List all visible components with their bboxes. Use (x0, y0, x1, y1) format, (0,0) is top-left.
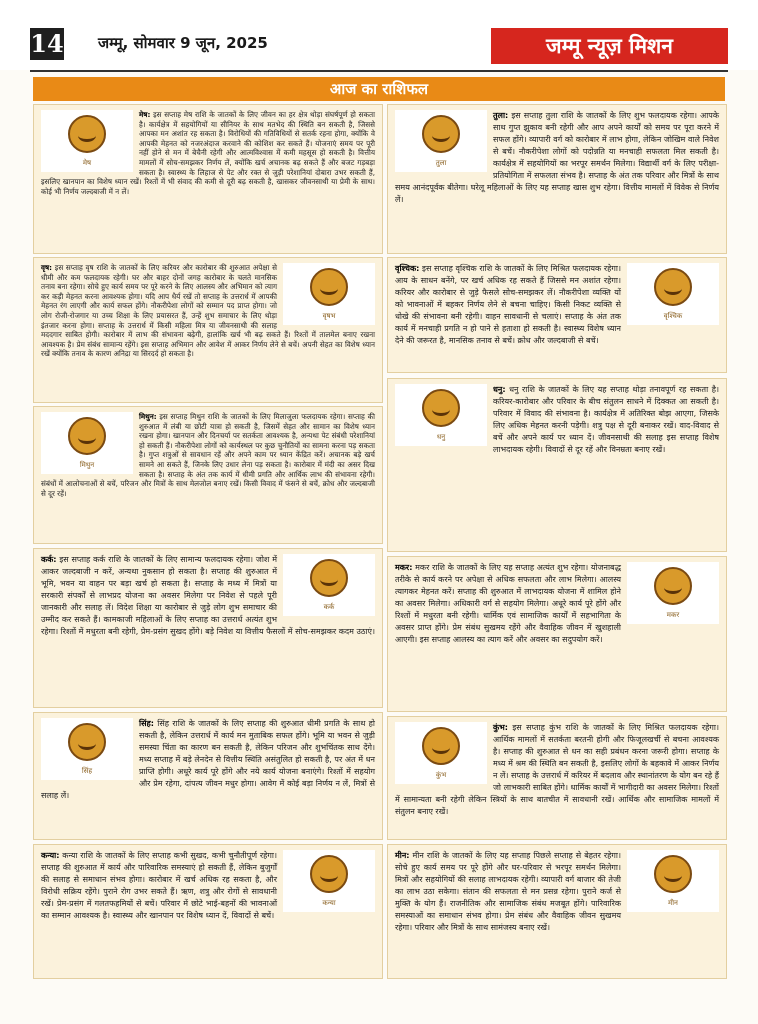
sign-name: तुला: (493, 111, 509, 120)
horoscope-makar (387, 556, 727, 712)
header-rule (30, 70, 728, 72)
sign-name: मकर: (395, 563, 413, 572)
sign-name: धनु: (493, 385, 506, 394)
sign-text: इस सप्ताह मिथुन राशि के जातकों के लिए मिलाजुला फलदायक रहेगा। सप्ताह की शुरुआत में लंबी या छोटी यात्रा हो सकती है, जिसमें सेहत और सामान का विशेष ध्यान रखना होगा। खानपान और दिनचर्या पर सतर्कता आवश्यक है, अन्यथा पेट संबंधी परेशानियां हो सकती हैं। नौकरीपेशा लोगों को कार्यस्थल पर कुछ चुनौतियों का सामना करना पड़ सकता है। गुप्त शत्रुओं से सावधान रहें और अपने काम पर ध्यान केंद्रित करें। अचानक बड़े खर्च सामने आ सकते हैं, जिनके लिए उधार लेना पड़ सकता है। कारोबार में मंदी का असर दिख सकता है। सप्ताह के अंत तक कार्य में धीमी प्रगति और आर्थिक लाभ की संभावना रहेगी। संबंधों में आलोचनाओं से बचें, परिजन और मित्रों के साथ मेलजोल बनाए रखें। किसी विवाद में फंसने से बचें, क्रोध और जल्दबाजी से दूर रहें। (41, 412, 375, 498)
sign-name: कन्या: (41, 851, 60, 860)
sign-text: सिंह राशि के जातकों के लिए सप्ताह की शुरुआत धीमी प्रगति के साथ हो सकती है, लेकिन उत्तरार्ध में कार्य मन मुताबिक सफल होंगे। भूमि या भवन से जुड़ी समस्या चिंता का कारण बन सकती है, लेकिन परिजन और शुभचिंतक साथ देंगे। मध्य सप्ताह में बड़े लेनदेन से वित्तीय स्थिति असंतुलित हो सकती है, पर अंत में धन प्राप्ति होगी। अधूरे कार्य पूरे होंगे और नये कार्य योजना बनाएंगे। रिश्तों में सहयोग और प्रेम रहेगा, दांपत्य जीवन मधुर होगा। आवेग में कोई बड़ा निर्णय न लें, मित्रों से सलाह लें। (41, 719, 375, 800)
horoscope-kanya (33, 844, 383, 979)
horoscope-kark (33, 548, 383, 708)
sign-name: सिंह: (139, 719, 154, 728)
horoscope-singh (33, 712, 383, 840)
page-number: 14 (30, 29, 64, 58)
sign-text: धनु राशि के जातकों के लिए यह सप्ताह थोड़ा तनावपूर्ण रह सकता है। करियर-कारोबार और परिवार के बीच संतुलन साधने में दिक्कत आ सकती है। परिवार में विवाद की संभावना है। कार्यक्षेत्र में अतिरिक्त बोझ आएगा, जिसके लिए अधिक मेहनत करनी पड़ेगी। शत्रु पक्ष से दूरी बनाकर रखें। वाद-विवाद से बचें और अपने कार्य पर ध्यान दें। जीवनसाथी की सलाह इस सप्ताह विशेष लाभदायक रहेगी। विवादों से दूर रहें और विनम्रता बनाए रखें। (493, 385, 719, 454)
virgo-icon: कन्या (283, 850, 375, 912)
sign-name: मिथुन: (139, 412, 157, 421)
sign-text: इस सप्ताह कुंभ राशि के जातकों के लिए मिश्रित फलदायक रहेगा। आर्थिक मामलों में सतर्कता बरतनी होगी और फिजूलखर्ची से बचना आवश्यक है। सप्ताह की शुरुआत से धन का सही प्रबंधन करना जरूरी होगा। सप्ताह के मध्य में श्रम की स्थिति बन सकती है, इसलिए लोगों के बहकावे में आकर निर्णय न लें। सप्ताह के उत्तरार्ध में करियर में बदलाव और स्थानांतरण के योग बन रहे हैं जो लाभकारी साबित होंगे। धार्मिक कार्यों में भागीदारी का अवसर मिलेगा। रिश्तों में सामान्यता बनी रहेगी लेकिन स्त्रियों के साथ बातचीत में सावधानी रखें। आर्थिक और सामाजिक मामलों में संतुलन बनाए रखें। (395, 723, 719, 816)
page-header (0, 0, 758, 70)
sign-text: मीन राशि के जातकों के लिए यह सप्ताह पिछले सप्ताह से बेहतर रहेगा। सोचे हुए कार्य समय पर पूरे होंगे और घर-परिवार से भरपूर समर्थन मिलेगा। मित्रों और सहयोगियों की सलाह लाभदायक रहेगी। व्यापारी वर्ग बाजार की तेजी का लाभ उठा सकेगा। संतान की सफलता से मन प्रसन्न रहेगा। पुराने कर्ज से मुक्ति के योग हैं। राजनीतिक और सामाजिक संबंध मजबूत होंगे। पारिवारिक समस्याओं का समाधान संभव होगा। प्रेम संबंध और वैवाहिक जीवन सुखमय रहेगा। परिवार और मित्रों के साथ सामंजस्य बनाए रखें। (395, 851, 621, 932)
sign-name: कुंभ: (493, 723, 508, 732)
horoscope-vrishabh (33, 257, 383, 403)
gemini-icon: मिथुन (41, 412, 133, 474)
horoscope-vrishchik (387, 257, 727, 373)
scorpio-icon: वृश्चिक (627, 263, 719, 325)
sign-text: कन्या राशि के जातकों के लिए सप्ताह कभी सुखद, कभी चुनौतीपूर्ण रहेगा। सप्ताह की शुरुआत में कार्य और पारिवारिक समस्याएं हो सकती हैं, लेकिन बुजुर्गों की सलाह से समाधान संभव होगा। कारोबार में खर्च अधिक रह सकता है, और विरोधी सक्रिय रहेंगे। पुराने रोग उभर सकते हैं। ऋण, शत्रु और रोगों से सावधानी रखें। प्रेम-प्रसंग में गलतफहमियों से बचें। परिवार में छोटे भाई-बहनों की भावनाओं का सम्मान आवश्यक है। स्वास्थ्य और खानपान पर विशेष ध्यान दें, विवादों से बचें। (41, 851, 277, 920)
horoscope-dhanu (387, 378, 727, 552)
sign-name: वृश्चिक: (395, 264, 420, 273)
horoscope-tula (387, 104, 727, 254)
sign-text: इस सप्ताह तुला राशि के जातकों के लिए शुभ फलदायक रहेगा। आपके साथ गुप्त झुकाव बनी रहेगी और आप अपने कार्यों को समय पर पूरा करने में सफल होंगे। व्यापारी वर्ग को कारोबार में लाभ होगा, लेकिन जोखिम वाले निवेश से बचें। नौकरीपेशा लोगों को पदोन्नति या मनचाही सफलता मिल सकती है। कार्यक्षेत्र में सहयोगियों का भरपूर समर्थन मिलेगा। विद्यार्थी वर्ग के लिए परीक्षा-प्रतियोगिता में सफलता संभव है। सप्ताह के अंत तक परिवार और मित्रों के साथ समय आनंदपूर्वक बीतेगा। घरेलू महिलाओं के लिए यह सप्ताह खास शुभ रहेगा। वित्तीय मामलों में विवेक से निर्णय लें। (395, 111, 719, 204)
sign-name: मीन: (395, 851, 410, 860)
taurus-icon: वृषभ (283, 263, 375, 325)
pisces-icon: मीन (627, 850, 719, 912)
sign-name: वृष: (41, 263, 53, 272)
sign-text: इस सप्ताह कर्क राशि के जातकों के लिए सामान्य फलदायक रहेगा। जोश में आकर जल्दबाजी न करें, अन्यथा नुकसान हो सकता है। सप्ताह की शुरुआत में भूमि, भवन या वाहन पर बड़ा खर्च हो सकता है। सप्ताह के मध्य में मित्रों या सरकारी संपर्कों से लाभप्रद योजना का अवसर मिलेगा पर निवेश से पहले पूरी जानकारी और सलाह लें। विदेश शिक्षा या कारोबार से जुड़े लोग शुभ समाचार की उम्मीद कर सकते हैं। कामकाजी महिलाओं के लिए सप्ताह का उत्तरार्ध अत्यंत शुभ रहेगा। रिश्तों में मधुरता बनी रहेगी, प्रेम-प्रसंग सुखद होंगे। बड़े निवेश या वित्तीय फैसलों में सोच-समझकर कदम उठाएं। (41, 555, 375, 636)
sign-name: कर्क: (41, 555, 57, 564)
dateline: जम्मू, सोमवार 9 जून, 2025 (98, 34, 268, 52)
section-banner (33, 77, 725, 101)
sign-text: इस सप्ताह वृष राशि के जातकों के लिए करियर और कारोबार की शुरुआत अपेक्षा से धीमी और कम फलदायक रहेगी। घर और बाहर दोनों जगह कारोबार के चलते मानसिक तनाव बना रहेगा। सोचे हुए कार्य समय पर पूरे करने के लिए आलस्य और अभिमान को त्याग कर कड़ी मेहनत करना आवश्यक होगा। यदि आप धैर्य रखें तो सप्ताह के उत्तरार्ध में आपकी मेहनत रंग लाएगी और कार्य सफल होंगे। नौकरीपेशा लोगों को सम्मान पद प्राप्त होगा। जो लोग रोजी-रोजगार या उच्च शिक्षा के लिए प्रयासरत हैं, उन्हें शुभ समाचार के लिए थोड़ा इंतजार करना होगा। सप्ताह के उत्तरार्ध में किसी महिला मित्र या जीवनसाथी की सलाह मददगार साबित होगी। कारोबार में लाभ की संभावना बढ़ेगी, हालांकि खर्च भी बढ़ सकते हैं। रिश्तों में तालमेल बनाए रखना आवश्यक है। प्रेम संबंध सामान्य रहेंगे। इस सप्ताह अभिमान और आवेश में आकर निर्णय लेने से बचें। अपनी सेहत का विशेष ध्यान रखें क्योंकि तनाव के कारण अनिद्रा या सिरदर्द हो सकता है। (41, 263, 375, 359)
sign-text: इस सप्ताह वृश्चिक राशि के जातकों के लिए मिश्रित फलदायक रहेगा। आय के साधन बनेंगे, पर खर्च अधिक रह सकते हैं जिससे मन अशांत रहेगा। करियर और कारोबार से जुड़े फैसले सोच-समझकर लें। नौकरीपेशा व्यक्ति यों को भावनाओं में बहकर निर्णय लेने से बचना चाहिए। किसी निकट व्यक्ति से धोखे की संभावना बनी रहेगी। वाहन सावधानी से चलाएं। सप्ताह के अंत तक कार्य में मनचाही प्रगति न हो पाने से हताशा हो सकती है। स्वास्थ्य विशेष ध्यान देने की जरूरत है, मानसिक तनाव से बचें। क्रोध और जल्दबाजी से बचें। (395, 264, 621, 345)
sagittarius-icon: धनु (395, 384, 487, 446)
aquarius-icon: कुंभ (395, 722, 487, 784)
libra-icon: तुला (395, 110, 487, 172)
sign-text: मकर राशि के जातकों के लिए यह सप्ताह अत्यंत शुभ रहेगा। योजनाबद्ध तरीके से कार्य करने पर अपेक्षा से अधिक सफलता और लाभ मिलेगा। आलस्य त्यागकर मेहनत करें। सप्ताह की शुरुआत में लाभदायक योजना में शामिल होने का अवसर मिलेगा। अधिकारी वर्ग से सहयोग मिलेगा। अधूरे कार्य पूरे होंगे और रिश्तों में मधुरता बनी रहेगी। धार्मिक एवं सामाजिक कार्यों में सहभागिता के अवसर प्राप्त होंगे। प्रेम संबंध सुखमय रहेंगे और वैवाहिक जीवन में खुशहाली आएगी। इस सप्ताह आलस्य का त्याग करें और अवसर का सदुपयोग करें। (395, 563, 621, 644)
horoscope-kumbh (387, 716, 727, 840)
section-title: आज का राशिफल (329, 80, 429, 98)
aries-icon: मेष (41, 110, 133, 172)
leo-icon: सिंह (41, 718, 133, 780)
horoscope-mesh (33, 104, 383, 254)
sign-text: इस सप्ताह मेष राशि के जातकों के लिए जीवन का हर क्षेत्र थोड़ा संघर्षपूर्ण हो सकता है। कार्यक्षेत्र में सहयोगियों या सीनियर के साथ मतभेद की स्थिति बन सकती है, जिससे आपका मन अशांत रह सकता है। विरोधियों की गतिविधियों से सतर्क रहना होगा, क्योंकि वे आपकी मेहनत को नजरअंदाज करवाने की कोशिश कर सकते हैं। योजनाएं समय पर पूरी नहीं होने से मन में बेचैनी रहेगी और आत्मविश्वास में कमी महसूस हो सकती है। वित्तीय मामलों में सोच-समझकर निर्णय लें, क्योंकि खर्च अचानक बढ़ सकते हैं और बजट गड़बड़ा सकता है। स्वास्थ्य के लिहाज से पेट और रक्त से जुड़ी परेशानियां दोबारा उभर सकती हैं, इसलिए खानपान का विशेष ध्यान रखें। रिश्तों में भी संवाद की कमी से दूरी बढ़ सकती है, खासकर जीवनसाथी या प्रेमी के साथ। कोई भी निर्णय जल्दबाजी में न लें। (41, 110, 375, 196)
sign-name: मेष: (139, 110, 151, 119)
cancer-icon: कर्क (283, 554, 375, 616)
horoscope-meen (387, 844, 727, 979)
masthead: जम्मू न्यूज़ मिशन (491, 28, 728, 64)
capricorn-icon: मकर (627, 562, 719, 624)
horoscope-mithun (33, 406, 383, 544)
